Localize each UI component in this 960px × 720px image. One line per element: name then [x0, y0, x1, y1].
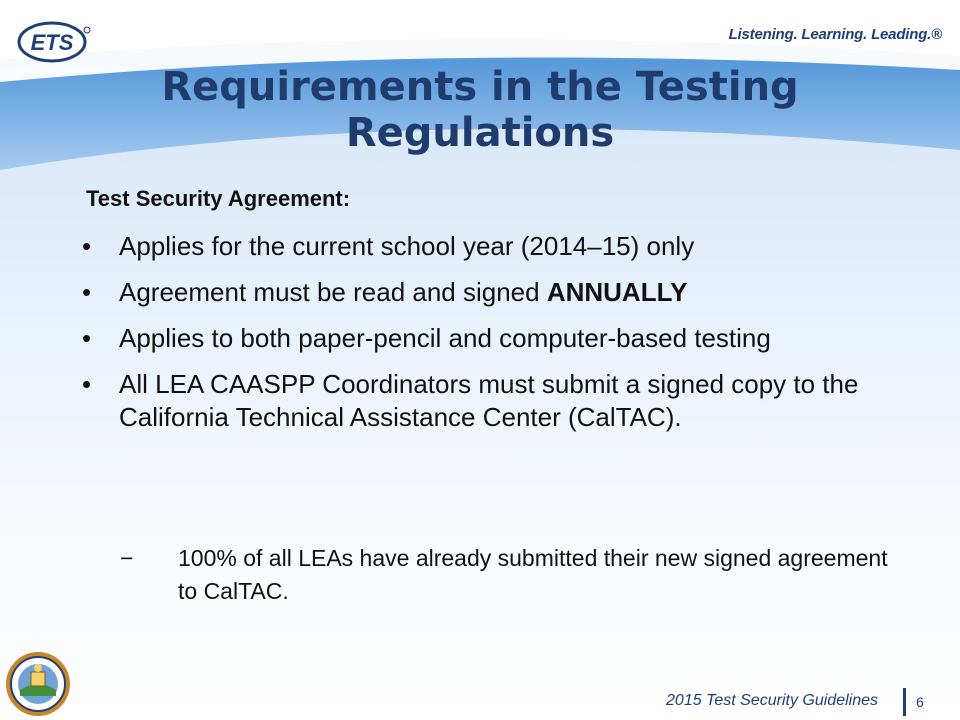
footer-title: 2015 Test Security Guidelines: [666, 692, 878, 709]
footer-divider: [903, 688, 906, 716]
bullet-text: Applies for the current school year (2014–15) only: [119, 231, 695, 261]
bullet-icon: •: [82, 323, 92, 353]
bullet-icon: •: [82, 277, 92, 307]
bullet-item: [80, 368, 940, 434]
ets-logo: [14, 18, 94, 70]
page-number: 6: [916, 694, 924, 710]
ets-logo-text: ETS: [30, 30, 74, 55]
slide-title-line-1: Requirements in the Testing: [161, 64, 799, 110]
slide-title-line-2: Regulations: [345, 110, 615, 156]
sub-bullet-text: 100% of all LEAs have already submitted their new signed agreement to CalTAC.: [178, 545, 888, 604]
bullet-icon: •: [82, 231, 92, 261]
bullet-text: Applies to both paper-pencil and computer-based testing: [119, 323, 771, 353]
bullet-item: [80, 276, 940, 309]
bullet-emphasis: ANNUALLY: [546, 277, 688, 307]
bullet-item: [80, 230, 940, 263]
slide-title: [0, 64, 960, 156]
bullet-text: Agreement must be read and signed: [119, 277, 547, 307]
bullet-item: [80, 322, 940, 355]
state-seal-icon: [4, 650, 72, 718]
bullet-icon: •: [82, 369, 92, 399]
dash-icon: −: [120, 545, 134, 571]
bullet-list: [80, 230, 940, 447]
subheading: Test Security Agreement:: [86, 186, 351, 211]
bullet-text: All LEA CAASPP Coordinators must submit a signed copy to the California Technical Assistance Center (CalTAC).: [119, 369, 859, 432]
tagline: Listening. Learning. Leading.®: [728, 26, 942, 43]
